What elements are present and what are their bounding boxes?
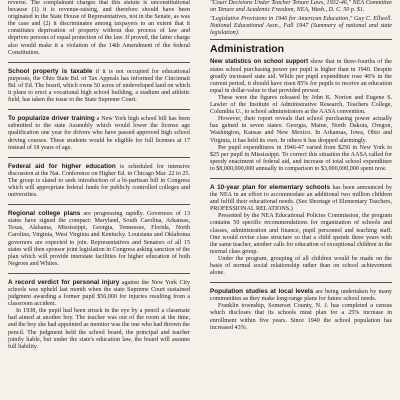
divider (8, 62, 190, 63)
intro-paragraph: reverse. The complainant charges that this statute is unconstitutional because (1) it is revenue-raising, and therefore should have been originated in the State House of Representatives, not in the Senate, as was the case and (2) it discriminates among taxpayers to an extent that it constitutes deprivation of property without due process of law and deprives persons of equal protection of the law. If proved, the latter charge also would make it a violation of the 14th Amendment of the federal Constitution. (8, 0, 190, 56)
body-paragraph: Per pupil expenditures in 1946-47 varied from $256 in New York to $25 per pupil in Mississippi. To correct this situation the AASA called for speedy enactment of federal aid, and increase of total school expenditure to $8,000,000,000 annually in comparison to $3,000,000,000 spent now. (210, 144, 392, 172)
news-item-population-studies (210, 288, 392, 303)
news-body: a New York high school bill has been submitted to the state Assembly which would lower the license age qualification one year for drivers who have passed approved high school driving courses. These students would be eligible for full licenses at 17 instead of 18 years of age. (8, 116, 190, 151)
divider (8, 273, 190, 274)
body-paragraph: Under the program, grouping of all children would be made on the basis of normal social relationship rather than on school achievement alone. (210, 255, 392, 277)
body-paragraph: Presented by the NEA Educational Policies Commission, the program contains 50 specific recommendations for organization of schools and classes, administration and finance, pupil personnel and teaching staff. One would revise class structure so that a child spends three years with the same teacher, another calls for education of exceptional children in the normal class group. (210, 213, 392, 255)
section-title: Administration (210, 43, 285, 56)
divider (210, 282, 392, 283)
reference-entry: "Court Decisions Under Teacher Tenure Laws, 1932-46," NEA Committee on Tenure and Academic Freedom, NEA, Wash., D. C. 50 p. $1. (210, 0, 392, 14)
news-item-regional-college (8, 210, 190, 268)
reference-entry: "Legislative Provisions in 1946 for American Education," Guy C. Ellwell. National Educational Assn., Fall 1947 (Summary of national and state legislation). (210, 16, 392, 37)
news-body: are being undertaken by many communities as they make long-range plans for future school needs. (210, 289, 392, 303)
news-body: if it is not occupied for educational purposes, the Ohio State Bd. of Tax Appeals has informed the Cincinnati Bd. of Ed. The board, which owns 50 acres of undeveloped land on which it plans to erect a vocational high school building, a stadium and athletic field, has taken the issue to the State Supreme Court. (8, 68, 191, 104)
news-headline: Population studies at local levels (210, 288, 314, 296)
news-headline: New statistics on school support (210, 58, 309, 66)
news-headline: A 10-year plan for elementary schools (210, 183, 330, 191)
divider (8, 109, 190, 110)
left-column (8, 0, 190, 351)
news-body: show that in three-fourths of the states school purchasing power per pupil is higher than in 1940. Despite greatly increased state aid. While per pupil expenditure rose 46% in the current period, it should have risen 85% for pupils to receive an education equal in dollar-value to that provided prewar. (210, 59, 392, 94)
news-body: is scheduled for intensive discussion at the Nat. Conference on Higher Ed. in Chicago Mar. 22 to 25. The group is slated to seek introduction of a bi-partisan bill in Congress which will appropriate federal funds for publicly controlled colleges and universities. (8, 163, 190, 199)
body-paragraph: These were the figures released by John K. Norton and Eugene S. Lawler of the Institute of Administrative Research, Teachers College, Columbia U., to school administrators at the AASA convention. (210, 94, 392, 116)
verdict-paragraph: In 1938, the pupil had been struck in the eye by a pencil a classmate had aimed at another boy. The teacher was out of the room at the time, and the boy she had appointed as monitor was the one who had thrown the pencil. The judgment held the school board, the principal and teacher jointly liable, but under the state's education law, the board will assume full liability. (8, 308, 190, 350)
news-item-federal-aid (8, 163, 190, 199)
news-headline: Regional college plans (8, 210, 81, 218)
divider (8, 157, 190, 158)
news-headline: A record verdict for personal injury (8, 278, 120, 286)
news-item-property-tax (8, 68, 190, 104)
body-paragraph: Franklin township, Somerset County, N. J. has completed a census which discloses that its schools must plan for a 25% increase in enrollment within five years. Since 1940 the school population has increased 43%. (210, 303, 392, 331)
news-item-school-support (210, 58, 392, 94)
news-item-driver-training (8, 115, 190, 151)
news-body: against the New York City schools was upheld last month when the state Supreme Court sustained judgment awarding a former pupil $56,000 for injuries resulting from a classroom accident. (8, 279, 191, 308)
news-headline: To popularize driver training (8, 115, 95, 123)
divider (8, 204, 190, 205)
news-headline: Federal aid for higher education (8, 162, 116, 170)
divider (210, 178, 392, 179)
news-item-record-verdict (8, 279, 190, 308)
news-headline: School property is taxable (8, 67, 93, 75)
news-item-ten-year-plan (210, 184, 392, 213)
news-body: are progressing rapidly. Governors of 13 states have signed the compact: Maryland, South Carolina, Arkansas, Texas, Alabama, Mississippi, Georgia, Tennessee, Florida, North Carolina, Virginia, West Virginia and Kentucky. Louisiana and Oklahoma governors are expected to join. Representatives and Senators of all 15 states will then sponsor joint legislation in Congress asking sanction of the plan which will provide interstate facilities for higher education of both Negroes and Whites. (8, 211, 191, 267)
section-divider (210, 39, 392, 40)
right-column (210, 0, 392, 332)
news-body: has been announced by the NEA in an effort to accommodate an additional two million children and fulfill their educational needs. (See Shortage of Elementary Teachers, PROFESSIONAL RELATIONS.) (210, 184, 392, 213)
body-paragraph: However, their report reveals that school purchasing power actually has gained in seven states: Georgia, Maine, North Dakota, Oregon, Washington, Kansas and New Mexico. In Arkansas, Iowa, Ohio and Virginia, it has held its own. In others it has dropped alarmingly. (210, 116, 392, 144)
